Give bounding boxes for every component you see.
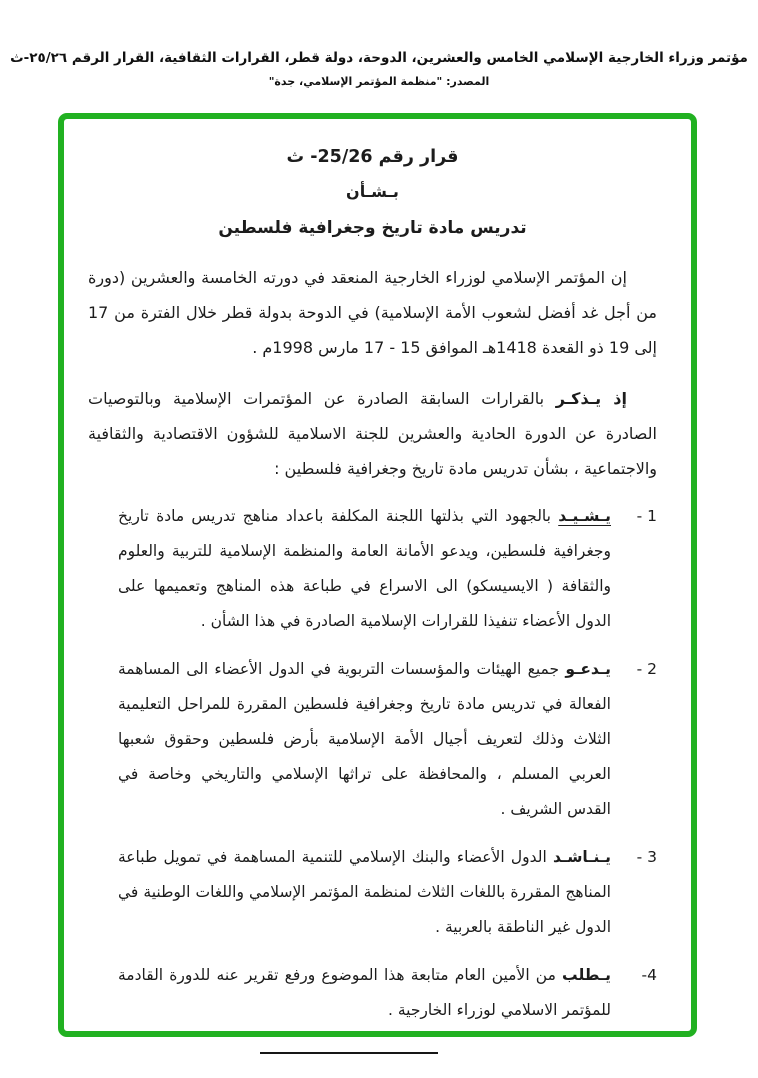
title-block bbox=[88, 145, 657, 240]
end-of-document-rule bbox=[260, 1052, 438, 1054]
resolution-subject-label: بـشـأن bbox=[346, 182, 399, 201]
item-body: جميع الهيئات والمؤسسات التربوية في الدول الأعضاء الى المساهمة الفعالة في تدريس مادة تاريخ وجغرافية فلسطين المقررة للمراحل التعليمية الثلاث وذلك لتعريف أجيال الأمة الإسلامية بأرض فلسطين وحقوق شعبها العربي المسلم ، والمحافظة على تراثها الإسلامي والتاريخي وخاصة في القدس الشريف . bbox=[118, 660, 611, 818]
header-source-line: المصدر: "منظمة المؤتمر الإسلامي، جدة" bbox=[268, 75, 490, 88]
resolution-item-2 bbox=[88, 652, 657, 827]
item-number: 3 - bbox=[636, 848, 657, 866]
item-text bbox=[88, 840, 611, 945]
paragraph-text: بالقرارات السابقة الصادرة عن المؤتمرات الإسلامية وبالتوصيات الصادرة عن الدورة الحادية والعشرين للجنة الاسلامية للشؤون الاقتصادية والثقافية والاجتماعية ، بشأن تدريس مادة تاريخ وجغرافية فلسطين : bbox=[88, 389, 657, 478]
resolution-items bbox=[88, 499, 657, 1028]
green-border-frame bbox=[58, 113, 697, 1037]
item-number: 4- bbox=[641, 966, 657, 984]
paragraph-lead: إذ يـذكـر bbox=[555, 389, 627, 408]
resolution-item-1 bbox=[88, 499, 657, 639]
resolution-document bbox=[64, 119, 691, 1031]
item-body: من الأمين العام متابعة هذا الموضوع ورفع تقرير عنه للدورة القادمة للمؤتمر الاسلامي لوزراء الخارجية . bbox=[118, 966, 611, 1019]
item-text bbox=[88, 958, 611, 1028]
item-body: بالجهود التي بذلتها اللجنة المكلفة باعداد مناهج تدريس مادة تاريخ وجغرافية فلسطين، ويدعو الأمانة العامة والمنظمة الإسلامية للتربية والعلوم والثقافة ( الايسيسكو) الى الاسراع في طباعة هذه المناهج وتعميمها على الدول الأعضاء تنفيذا للقرارات الإسلامية الصادرة في هذا الشأن . bbox=[118, 507, 611, 630]
item-number: 1 - bbox=[636, 507, 657, 525]
resolution-body bbox=[88, 260, 657, 1054]
resolution-item-3 bbox=[88, 840, 657, 945]
item-keyword: يـشـيـد bbox=[558, 507, 611, 525]
item-keyword: يـطلب bbox=[562, 966, 611, 984]
resolution-subject-title: تدريس مادة تاريخ وجغرافية فلسطين bbox=[218, 218, 527, 238]
item-keyword: يـنـاشـد bbox=[552, 848, 611, 866]
item-number: 2 - bbox=[636, 660, 657, 678]
paragraph-text: إن المؤتمر الإسلامي لوزراء الخارجية المنعقد في دورته الخامسة والعشرين (دورة من أجل غد أفضل لشعوب الأمة الإسلامية) في الدوحة بدولة قطر خلال الفترة من 17 إلى 19 ذو القعدة 1418هـ الموافق 15 - 17 مارس 1998م . bbox=[88, 268, 657, 357]
document-source-header bbox=[0, 48, 758, 88]
resolution-number-title: قرار رقم 25/26- ث bbox=[286, 147, 459, 167]
recalling-paragraph bbox=[88, 381, 657, 486]
preamble-paragraph bbox=[88, 260, 657, 365]
item-text bbox=[88, 499, 611, 639]
item-text bbox=[88, 652, 611, 827]
resolution-item-4 bbox=[88, 958, 657, 1028]
header-conference-line: مؤتمر وزراء الخارجية الإسلامي الخامس والعشرين، الدوحة، دولة قطر، القرارات الثقافية، القرار الرقم ٢٥/٢٦-ث bbox=[10, 50, 748, 66]
item-keyword: يـدعـو bbox=[565, 660, 611, 678]
item-body: الدول الأعضاء والبنك الإسلامي للتنمية المساهمة في تمويل طباعة المناهج المقررة باللغات الثلاث لمنظمة المؤتمر الإسلامي واللغات الوطنية في الدول غير الناطقة بالعربية . bbox=[118, 848, 611, 936]
